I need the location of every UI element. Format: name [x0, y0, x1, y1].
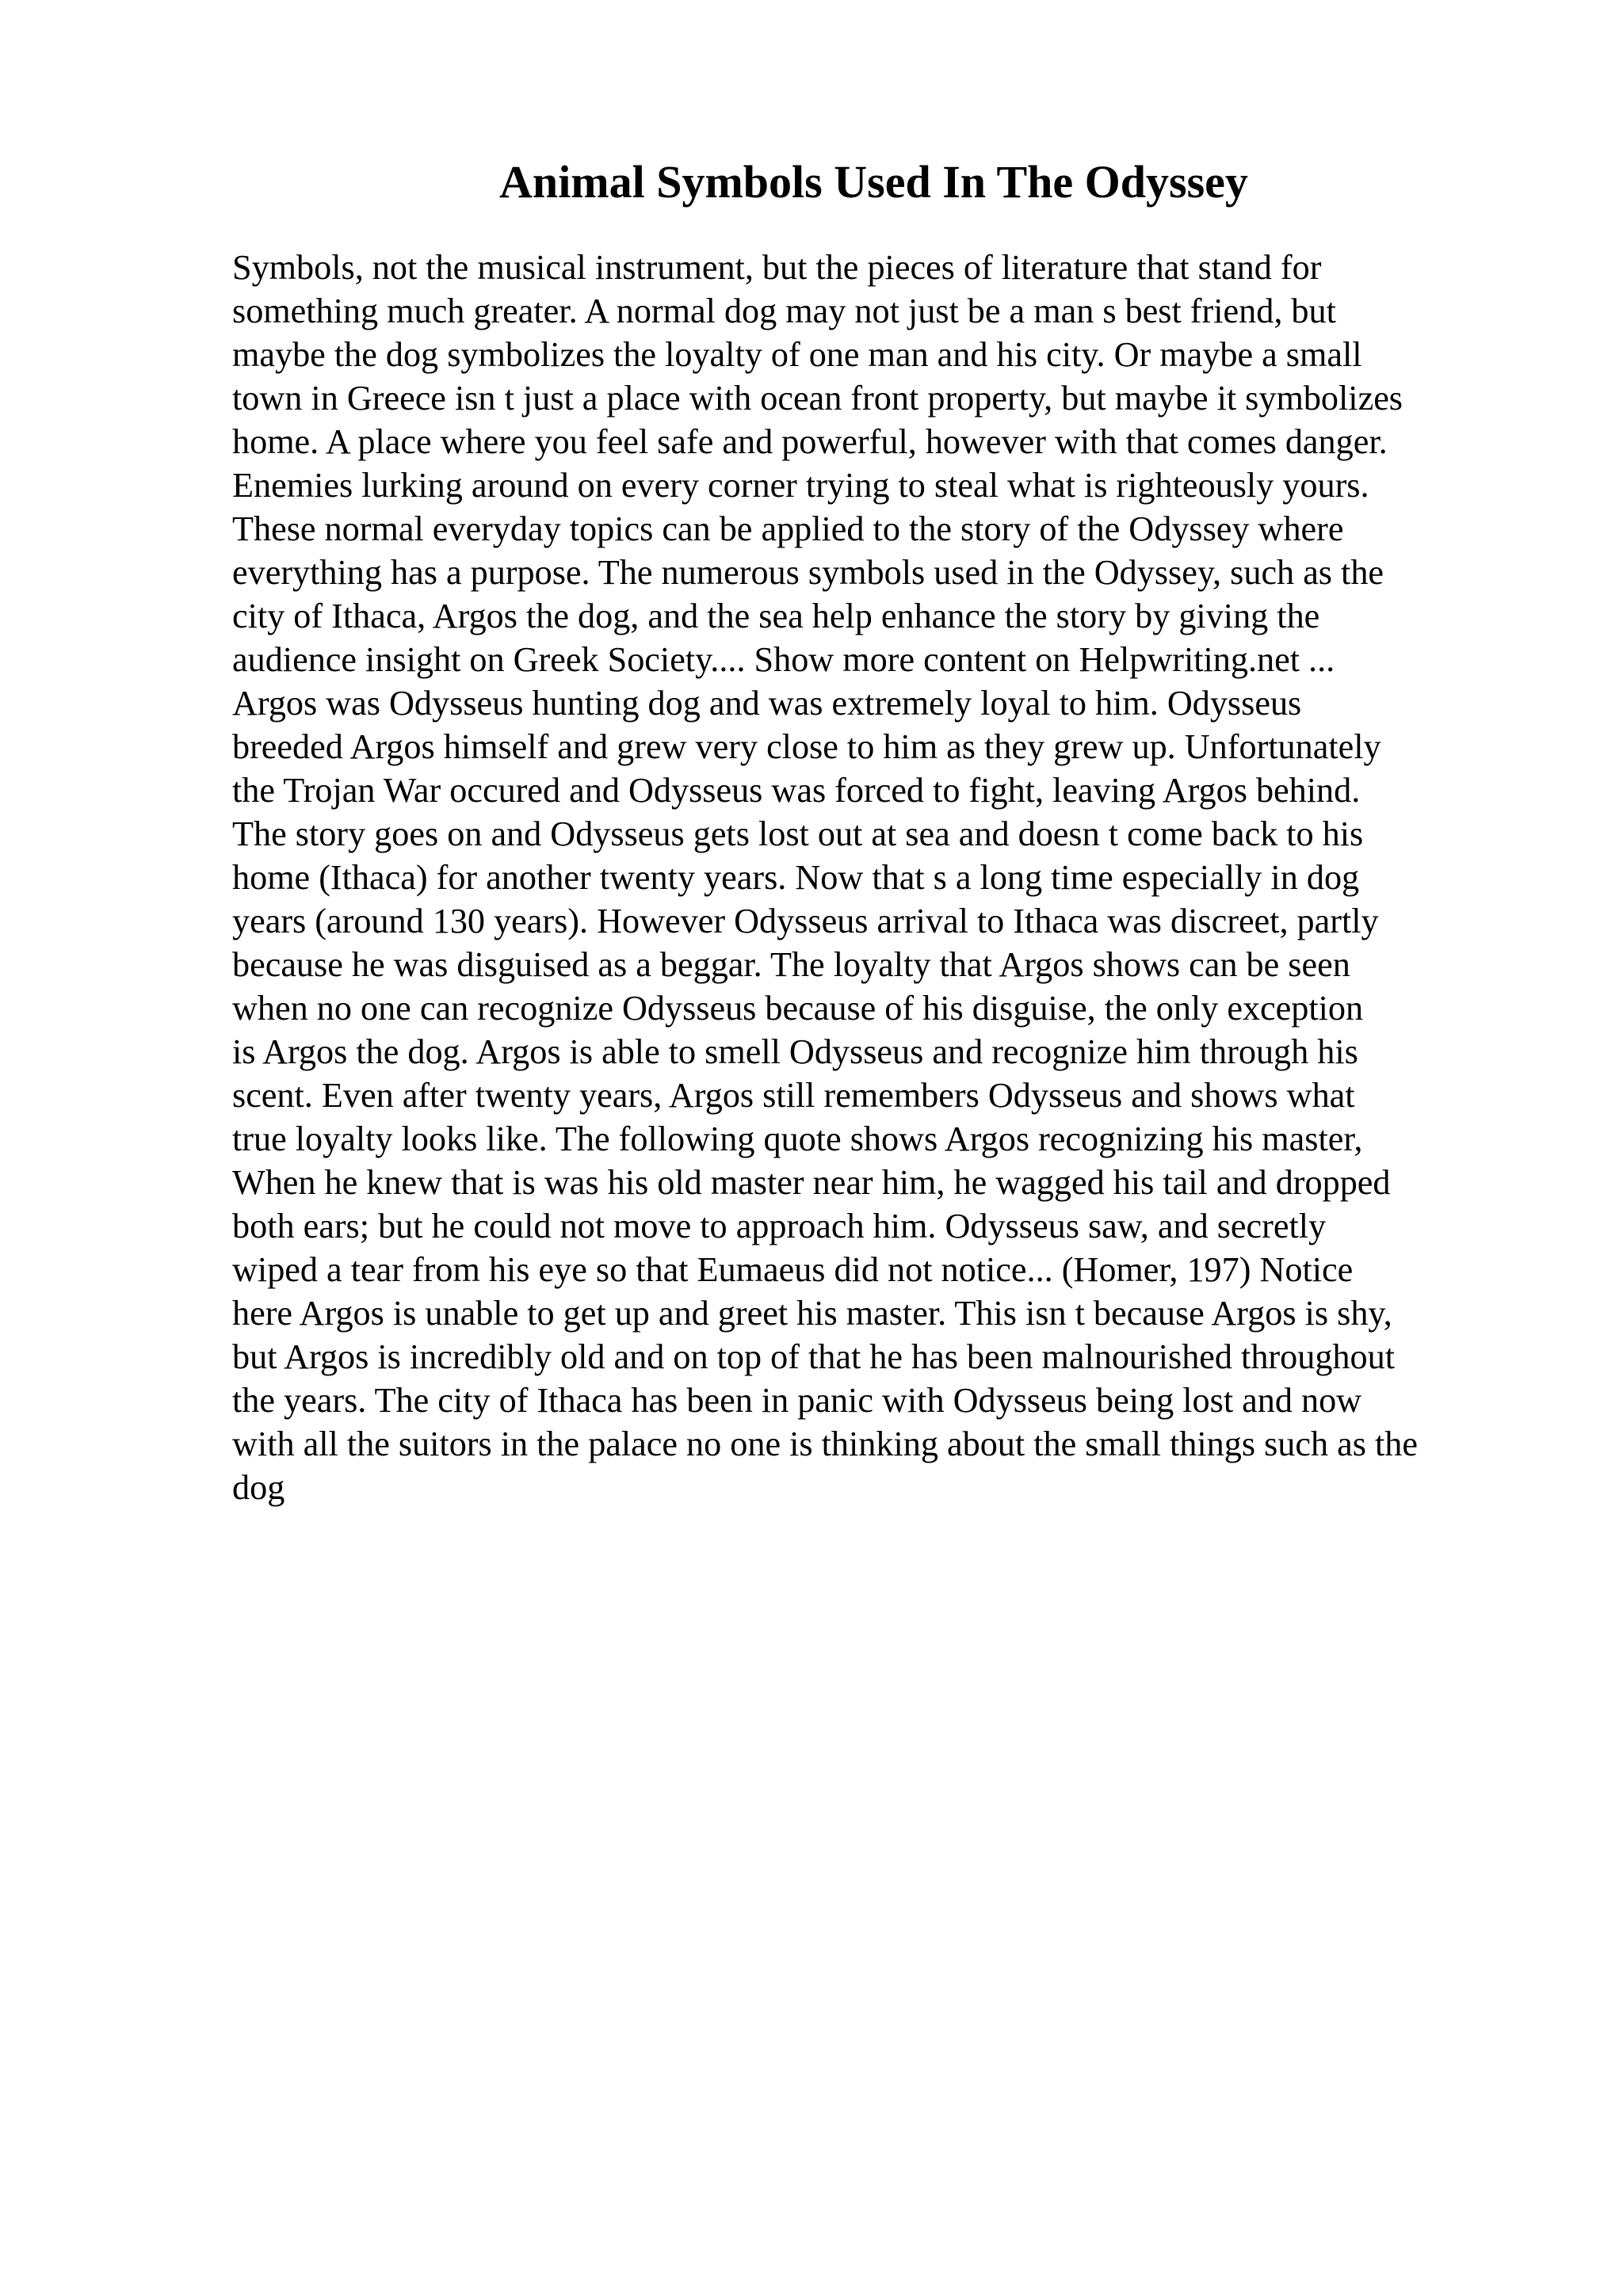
body-line: when no one can recognize Odysseus because of his disguise, the only exception — [232, 989, 1364, 1028]
body-line: maybe the dog symbolizes the loyalty of one man and his city. Or maybe a small — [232, 335, 1362, 374]
body-line: Enemies lurking around on every corner trying to steal what is righteously yours. — [232, 466, 1369, 505]
body-line: because he was disguised as a beggar. The loyalty that Argos shows can be seen — [232, 945, 1350, 984]
body-line: with all the suitors in the palace no one is thinking about the small things such as the — [232, 1425, 1418, 1463]
body-line: years (around 130 years). However Odysseus arrival to Ithaca was discreet, partly — [232, 902, 1379, 940]
body-line: town in Greece isn t just a place with ocean front property, but maybe it symbolizes — [232, 379, 1403, 418]
body-line: Symbols, not the musical instrument, but the pieces of literature that stand for — [232, 248, 1322, 287]
body-line: These normal everyday topics can be applied to the story of the Odyssey where — [232, 509, 1344, 548]
body-line: breeded Argos himself and grew very close to him as they grew up. Unfortunately — [232, 727, 1381, 766]
body-line: home. A place where you feel safe and powerful, however with that comes danger. — [232, 422, 1388, 461]
body-line: true loyalty looks like. The following quote shows Argos recognizing his master, — [232, 1119, 1363, 1158]
body-line: scent. Even after twenty years, Argos still remembers Odysseus and shows what — [232, 1076, 1355, 1115]
body-line: dog — [232, 1468, 285, 1507]
document-title: Animal Symbols Used In The Odyssey — [499, 156, 1248, 208]
body-line: home (Ithaca) for another twenty years. Now that s a long time especially in dog — [232, 858, 1360, 897]
body-line: but Argos is incredibly old and on top of that he has been malnourished throughout — [232, 1337, 1395, 1376]
body-line: both ears; but he could not move to approach him. Odysseus saw, and secretly — [232, 1207, 1327, 1245]
body-line: When he knew that is was his old master near him, he wagged his tail and dropped — [232, 1163, 1391, 1202]
body-line: wiped a tear from his eye so that Eumaeus did not notice... (Homer, 197) Notice — [232, 1250, 1354, 1289]
body-line: something much greater. A normal dog may not just be a man s best friend, but — [232, 292, 1336, 330]
body-line: Argos was Odysseus hunting dog and was extremely loyal to him. Odysseus — [232, 684, 1302, 723]
body-line: city of Ithaca, Argos the dog, and the sea help enhance the story by giving the — [232, 597, 1320, 635]
body-line: the Trojan War occured and Odysseus was forced to fight, leaving Argos behind. — [232, 771, 1361, 810]
body-line: is Argos the dog. Argos is able to smell Odysseus and recognize him through his — [232, 1032, 1358, 1071]
body-line: everything has a purpose. The numerous symbols used in the Odyssey, such as the — [232, 553, 1384, 592]
body-line: audience insight on Greek Society.... Show more content on Helpwriting.net ... — [232, 640, 1335, 679]
document-body — [232, 246, 1516, 1509]
body-line: The story goes on and Odysseus gets lost out at sea and doesn t come back to his — [232, 814, 1364, 853]
body-line: here Argos is unable to get up and greet his master. This isn t because Argos is shy, — [232, 1294, 1392, 1333]
body-line: the years. The city of Ithaca has been in panic with Odysseus being lost and now — [232, 1381, 1362, 1420]
